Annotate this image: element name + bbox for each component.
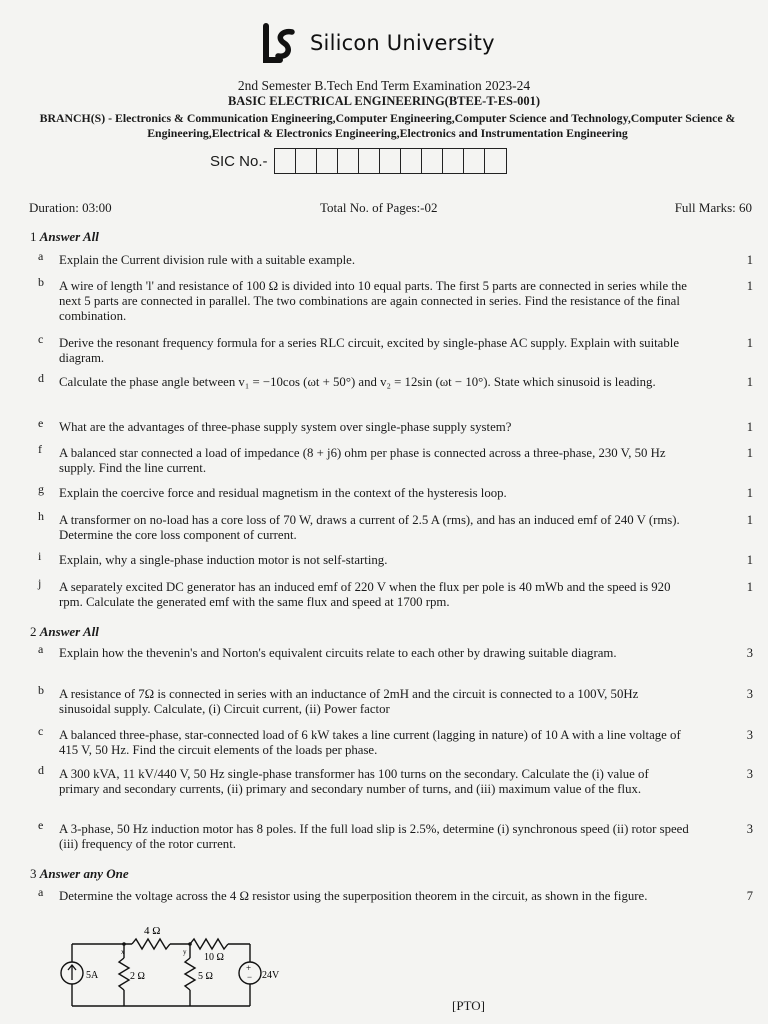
sic-boxes [274,148,507,174]
current-source-icon [61,962,83,984]
page-turn-over: [PTO] [452,998,485,1013]
sic-box [464,149,485,173]
node-y-label: y [183,948,187,956]
node-x-label: x [121,948,125,956]
sic-box [401,149,422,173]
sic-box [422,149,443,173]
university-name: Silicon University [310,31,495,55]
circuit-diagram [60,922,320,1014]
node-dot [188,942,192,946]
total-pages: Total No. of Pages:-02 [320,200,438,215]
section-title: 3 Answer any One [30,866,129,881]
sic-box [359,149,380,173]
subject-title: BASIC ELECTRICAL ENGINEERING(BTEE-T-ES-001) [227,94,541,108]
label-10-ohm: 10 Ω [204,952,224,963]
exam-title: 2nd Semester B.Tech End Term Examination 2023-24 [237,78,531,93]
label-5-ohm: 5 Ω [198,971,213,982]
sic-box [338,149,359,173]
university-logo-icon [258,22,302,64]
label-24v: 24V [262,970,280,981]
sic-box [296,149,317,173]
section-title: 1 Answer All [30,229,99,244]
branch-list: BRANCH(S) - Electronics & Communication Engineering,Computer Engineering,Computer Science and Technology,Computer Science & Engineering,Electrical & Electronics Engineering,Electronics and Instrumentation Engineering [39,111,736,140]
sic-label: SIC No.- [210,152,268,170]
svg-text:−: − [247,972,253,982]
sic-box [443,149,464,173]
voltage-source-icon [239,962,261,984]
section-title: 2 Answer All [30,624,99,639]
duration: Duration: 03:00 [29,200,112,215]
label-5a: 5A [86,970,99,981]
svg-text:+: + [246,963,252,973]
full-marks: Full Marks: 60 [674,200,752,215]
sic-box [485,149,506,173]
university-header [258,22,495,64]
sic-box [317,149,338,173]
sic-box [380,149,401,173]
node-dot [122,942,126,946]
exam-paper: Silicon University 2nd Semester B.Tech End Term Examination 2023-24 BASIC ELECTRICAL ENGINEERING(BTEE-T-ES-001) BRANCH(S) - Electronics & Communication Engineering,Computer Engineering,Computer Science and Technology,Computer Science & Engineering,Electrical & Electronics Engineering,Electronics and Instrumentation Engineering SIC No.- Duration: 03:00 Total No. of Pages:-02 Full Marks: 60 1 Answer All a Explain the Current division rule with a suitable example. 1 b A wire of length 'l' and resistance of 100 Ω is divided into 10 equal parts. The first 5 parts are connected in series while the next 5 parts are connected in parallel. The two combinations are again connected in series. Find the resistance of the final combination. 1 c Derive the resonant frequency formula for a series RLC circuit, excited by single-phase AC supply. Explain with suitable diagram. 1 d Calculate the phase angle between v₁ = −10cos (ωt + 50°) and v₂ = 12sin (ωt − 10°). State which sinusoid is leading. 1 e What are the advantages of three-phase supply system over single-phase supply system? 1 f A balanced star connected a load of impedance (8 + j6) ohm per phase is connected across a three-phase, 230 V, 50 Hz supply. Find the line current. 1 g Explain the coercive force and residual magnetism in the context of the hysteresis loop. 1 h A transformer on no-load has a core loss of 70 W, draws a current of 2.5 A (rms), and has an induced emf of 240 V (rms). Determine the core loss component of current. 1 i Explain, why a single-phase induction motor is not self-starting. 1 j A separately excited DC generator has an induced emf of 220 V when the flux per pole is 40 mWb and the speed is 920 rpm. Calculate the generated emf with the same flux and speed at 1700 rpm. 1 2 Answer All a Explain how the thevenin's and Norton's equivalent circuits relate to each other by drawing suitable diagram. 3 b A resistance of 7Ω is connected in series with an inductance of 2mH and the circuit is connected to a 100V, 50Hz sinusoidal supply. Calculate, (i) Circuit current, (ii) Power factor 3 c A balanced three-phase, star-connected load of 6 kW takes a line current (lagging in nature) of 10 A with a line voltage of 415 V, 50 Hz. Find the circuit elements of the loads per phase. 3 d A 300 kVA, 11 kV/440 V, 50 Hz single-phase transformer has 100 turns on the secondary. Calculate the (i) value of primary and secondary currents, (ii) primary and secondary number of turns, and (iii) maximum value of the flux. 3 e A 3-phase, 50 Hz induction motor has 8 poles. If the full load slip is 2.5%, determine (i) synchronous speed (ii) rotor speed (iii) frequency of the rotor current. 3 3 Answer any One a Determine the voltage across the 4 Ω resistor using the superposition theorem in the circuit, as shown in the figure. 7 + − 4 Ω 10 Ω 2 Ω 5 Ω 5A 24V x y [PTO] [0,0,768,1024]
label-2-ohm: 2 Ω [130,971,145,982]
label-4-ohm: 4 Ω [144,925,161,937]
sic-number-field [210,148,507,174]
sic-box [275,149,296,173]
